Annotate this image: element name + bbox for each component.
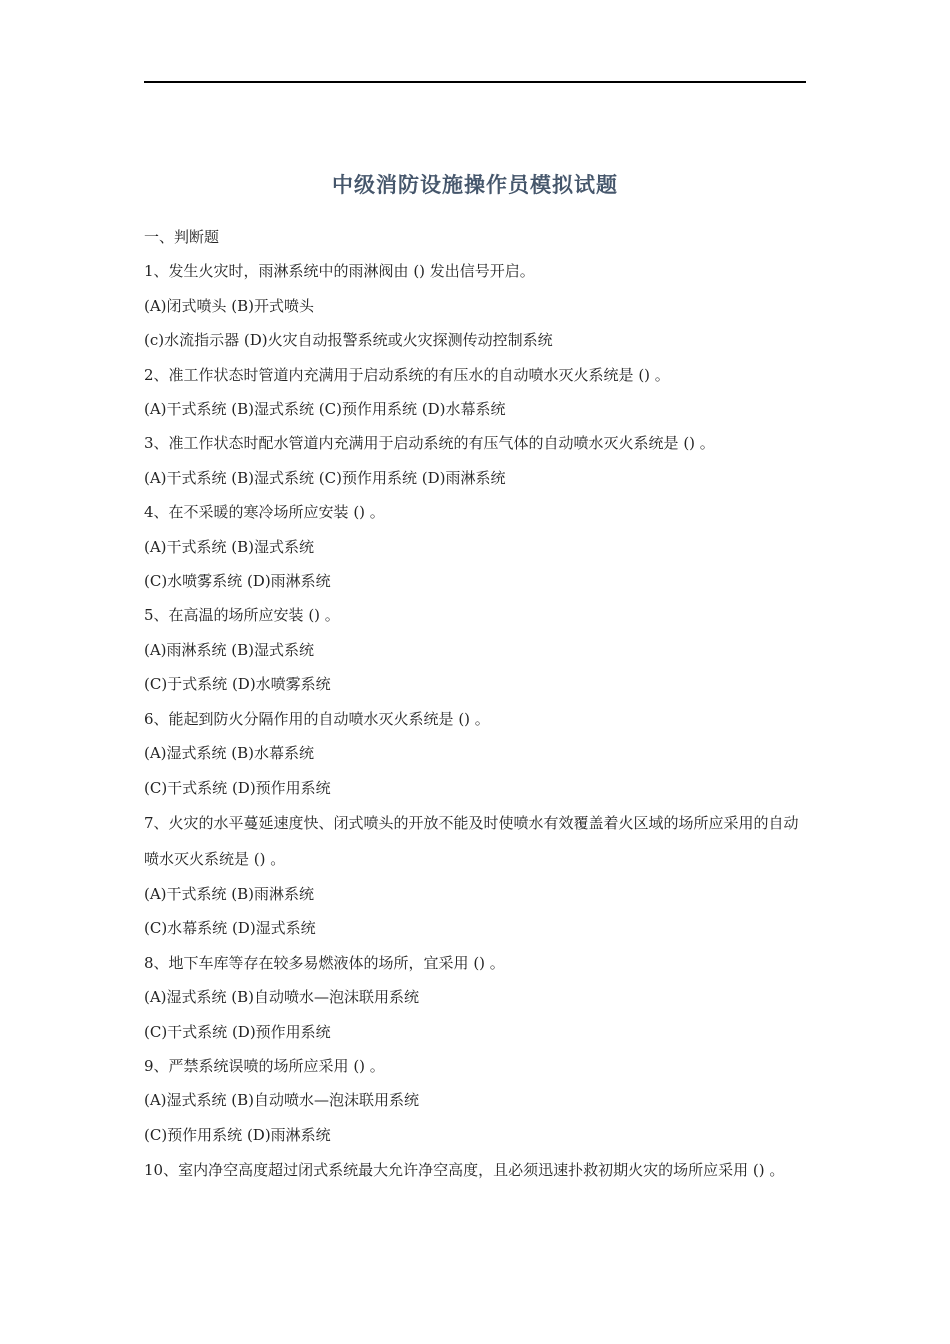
question-line: 6、能起到防火分隔作用的自动喷水灭火系统是 () 。 <box>144 709 490 728</box>
question-line: 2、准工作状态时管道内充满用于启动系统的有压水的自动喷水灭火系统是 () 。 <box>144 365 670 384</box>
question-line: 9、严禁系统误喷的场所应采用 () 。 <box>144 1056 385 1075</box>
option-line: (c)水流指示器 (D)火灾自动报警系统或火灾探测传动控制系统 <box>144 331 553 350</box>
option-line: (C)预作用系统 (D)雨淋系统 <box>144 1125 331 1144</box>
option-line: (A)干式系统 (B)湿式系统 (C)预作用系统 (D)水幕系统 <box>144 400 506 419</box>
option-line: (A)湿式系统 (B)自动喷水—泡沫联用系统 <box>144 988 420 1007</box>
option-line: (C)干式系统 (D)预作用系统 <box>144 778 331 797</box>
document-body <box>144 220 806 1188</box>
option-line: (A)干式系统 (B)雨淋系统 <box>144 884 315 903</box>
question-line: 7、火灾的水平蔓延速度快、闭式喷头的开放不能及时使喷水有效覆盖着火区域的场所应采用的自动喷水灭火系统是 () 。 <box>144 813 799 868</box>
question-line: 3、准工作状态时配水管道内充满用于启动系统的有压气体的自动喷水灭火系统是 () 。 <box>144 434 715 453</box>
question-line: 4、在不采暖的寒冷场所应安装 () 。 <box>144 503 385 522</box>
option-line: (A)干式系统 (B)湿式系统 (C)预作用系统 (D)雨淋系统 <box>144 468 506 487</box>
question-line: 1、发生火灾时，雨淋系统中的雨淋阀由 () 发出信号开启。 <box>144 262 535 281</box>
option-line: (A)湿式系统 (B)水幕系统 <box>144 744 315 763</box>
option-line: (C)水喷雾系统 (D)雨淋系统 <box>144 572 331 591</box>
option-line: (A)干式系统 (B)湿式系统 <box>144 537 315 556</box>
option-line: (C)水幕系统 (D)湿式系统 <box>144 919 316 938</box>
section-heading: 一、判断题 <box>144 228 220 246</box>
option-line: (A)湿式系统 (B)自动喷水—泡沫联用系统 <box>144 1091 420 1110</box>
page-title: 中级消防设施操作员模拟试题 <box>332 173 618 197</box>
option-line: (A)雨淋系统 (B)湿式系统 <box>144 640 315 659</box>
option-line: (A)闭式喷头 (B)开式喷头 <box>144 296 315 315</box>
header-rule <box>144 81 806 83</box>
option-line: (C)于式系统 (D)水喷雾系统 <box>144 675 331 694</box>
option-line: (C)干式系统 (D)预作用系统 <box>144 1022 331 1041</box>
question-line: 5、在高温的场所应安装 () 。 <box>144 606 340 625</box>
question-line: 8、地下车库等存在较多易燃液体的场所，宜采用 () 。 <box>144 953 505 972</box>
question-line: 10、室内净空高度超过闭式系统最大允许净空高度，且必须迅速扑救初期火灾的场所应采用 () 。 <box>144 1161 785 1180</box>
